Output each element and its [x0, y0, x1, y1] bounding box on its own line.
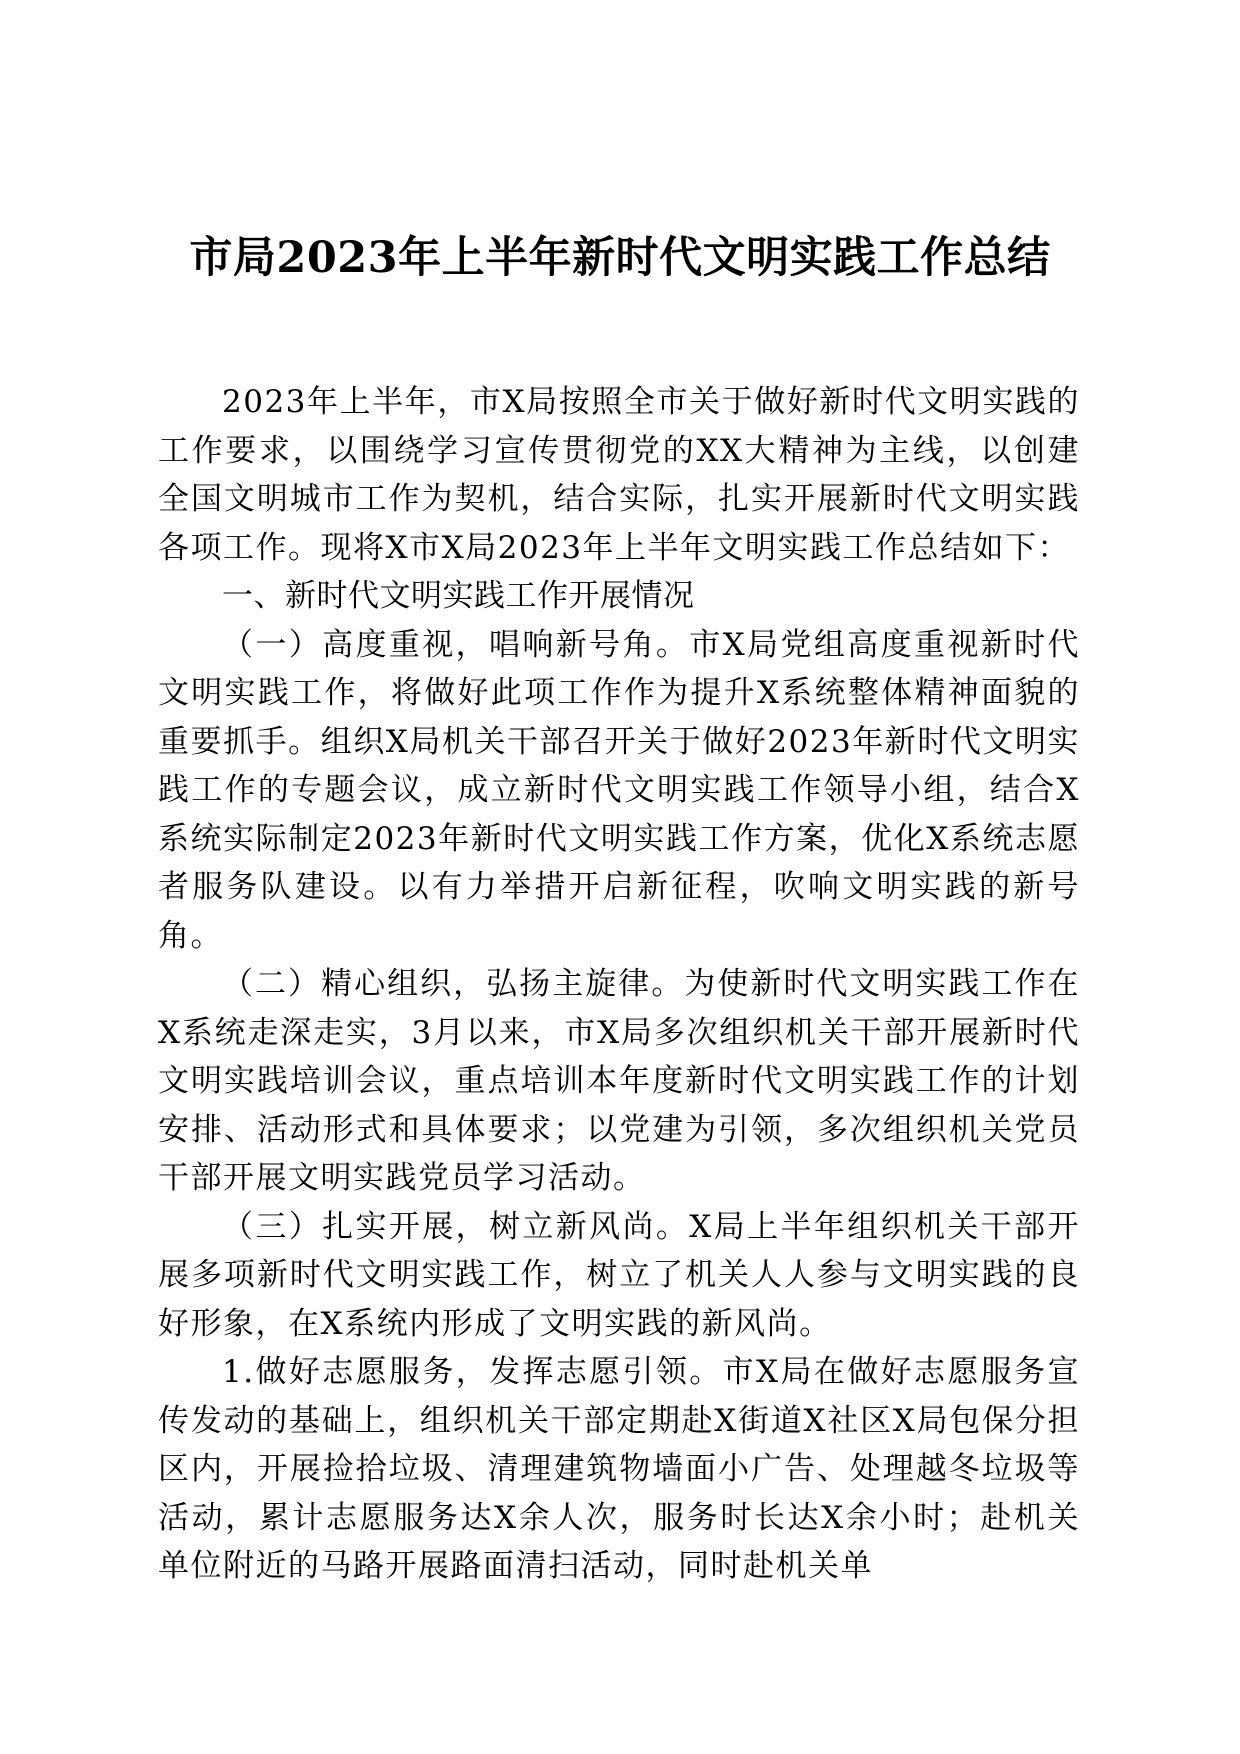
subsection-paragraph-2: （二）精心组织，弘扬主旋律。为使新时代文明实践工作在X系统走深走实，3月以来，市X局多次组织机关干部开展新时代文明实践培训会议，重点培训本年度新时代文明实践工作的计划安排、活动形式和具体要求；以党建为引领，多次组织机关党员干部开展文明实践党员学习活动。 [158, 966, 1080, 1196]
section-heading: 一、新时代文明实践工作开展情况 [222, 578, 695, 614]
item-paragraph-1: 1.做好志愿服务，发挥志愿引领。市X局在做好志愿服务宣传发动的基础上，组织机关干部定期赴X街道X社区X局包保分担区内，开展捡拾垃圾、清理建筑物墙面小广告、处理越冬垃圾等活动，累计志愿服务达X余人次，服务时长达X余小时；赴机关单位附近的马路开展路面清扫活动，同时赴机关单 [158, 1354, 1080, 1584]
document-body [158, 378, 1080, 1591]
document-title: 市局2023年上半年新时代文明实践工作总结 [189, 233, 1051, 283]
subsection-paragraph-1: （一）高度重视，唱响新号角。市X局党组高度重视新时代文明实践工作，将做好此项工作作为提升X系统整体精神面貌的重要抓手。组织X局机关干部召开关于做好2023年新时代文明实践工作的专题会议，成立新时代文明实践工作领导小组，结合X系统实际制定2023年新时代文明实践工作方案，优化X系统志愿者服务队建设。以有力举措开启新征程，吹响文明实践的新号角。 [158, 626, 1080, 954]
subsection-paragraph-3: （三）扎实开展，树立新风尚。X局上半年组织机关干部开展多项新时代文明实践工作，树立了机关人人参与文明实践的良好形象，在X系统内形成了文明实践的新风尚。 [158, 1208, 1080, 1342]
intro-paragraph: 2023年上半年，市X局按照全市关于做好新时代文明实践的工作要求，以围绕学习宣传贯彻党的XX大精神为主线，以创建全国文明城市工作为契机，结合实际，扎实开展新时代文明实践各项工作。现将X市X局2023年上半年文明实践工作总结如下： [158, 384, 1080, 566]
